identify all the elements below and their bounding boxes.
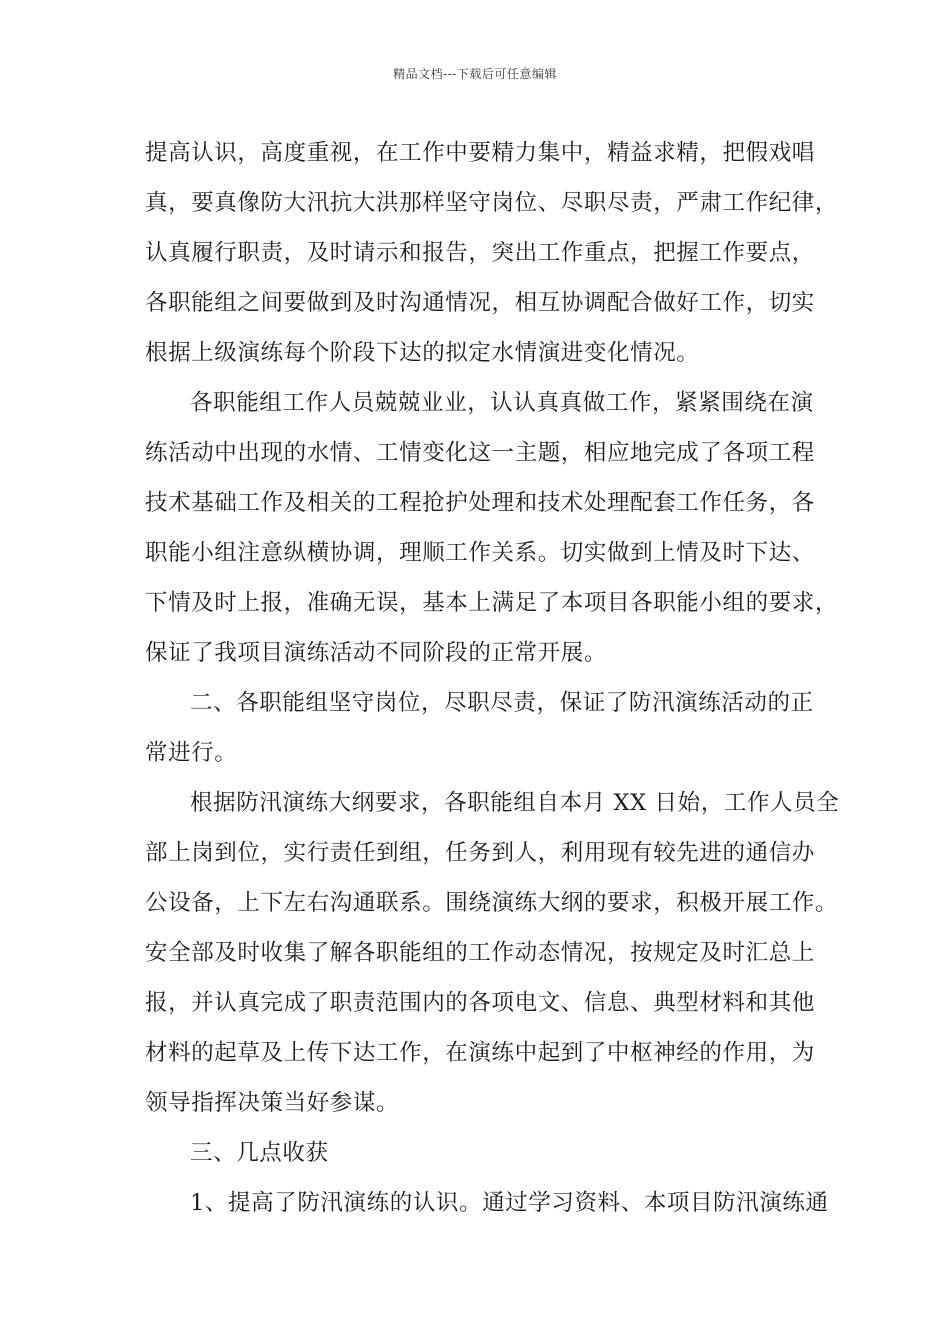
text-line: 真，要真像防大汛抗大洪那样坚守岗位、尽职尽责，严肃工作纪律， bbox=[145, 190, 839, 216]
text-line: 领导指挥决策当好参谋。 bbox=[145, 1090, 400, 1116]
section-heading: 二、各职能组坚守岗位，尽职尽责，保证了防汛演练活动的正 bbox=[190, 690, 814, 716]
text-line: 技术基础工作及相关的工程抢护处理和技术处理配套工作任务，各 bbox=[145, 490, 815, 516]
text-line: 各职能组工作人员兢兢业业，认认真真做工作，紧紧围绕在演 bbox=[190, 390, 814, 416]
text-line: 提高认识，高度重视，在工作中要精力集中，精益求精，把假戏唱 bbox=[145, 140, 815, 166]
page-header: 精品文档---下载后可任意编辑 bbox=[393, 67, 557, 81]
text-line: 练活动中出现的水情、工情变化这一主题，相应地完成了各项工程 bbox=[145, 440, 815, 466]
text-line: 公设备，上下左右沟通联系。围绕演练大纲的要求，积极开展工作。 bbox=[145, 890, 839, 916]
text-line: 各职能组之间要做到及时沟通情况，相互协调配合做好工作，切实 bbox=[145, 290, 815, 316]
text-line: 安全部及时收集了解各职能组的工作动态情况，按规定及时汇总上 bbox=[145, 940, 815, 966]
text-line: 认真履行职责，及时请示和报告，突出工作重点，把握工作要点， bbox=[145, 240, 815, 266]
section-heading-continued: 常进行。 bbox=[145, 740, 238, 766]
text-line: 保证了我项目演练活动不同阶段的正常开展。 bbox=[145, 640, 608, 666]
text-line: 报，并认真完成了职责范围内的各项电文、信息、典型材料和其他 bbox=[145, 990, 815, 1016]
text-line: 材料的起草及上传下达工作，在演练中起到了中枢神经的作用，为 bbox=[145, 1040, 815, 1066]
section-heading: 三、几点收获 bbox=[190, 1140, 329, 1166]
text-line: 1、提高了防汛演练的认识。通过学习资料、本项目防汛演练通 bbox=[190, 1190, 829, 1216]
text-line: 根据上级演练每个阶段下达的拟定水情演进变化情况。 bbox=[145, 340, 700, 366]
text-line: 职能小组注意纵横协调，理顺工作关系。切实做到上情及时下达、 bbox=[145, 540, 815, 566]
text-line: 下情及时上报，准确无误，基本上满足了本项目各职能小组的要求， bbox=[145, 590, 839, 616]
text-line: 部上岗到位，实行责任到组，任务到人，利用现有较先进的通信办 bbox=[145, 840, 815, 866]
text-line: 根据防汛演练大纲要求，各职能组自本月 XX 日始，工作人员全 bbox=[190, 790, 840, 816]
